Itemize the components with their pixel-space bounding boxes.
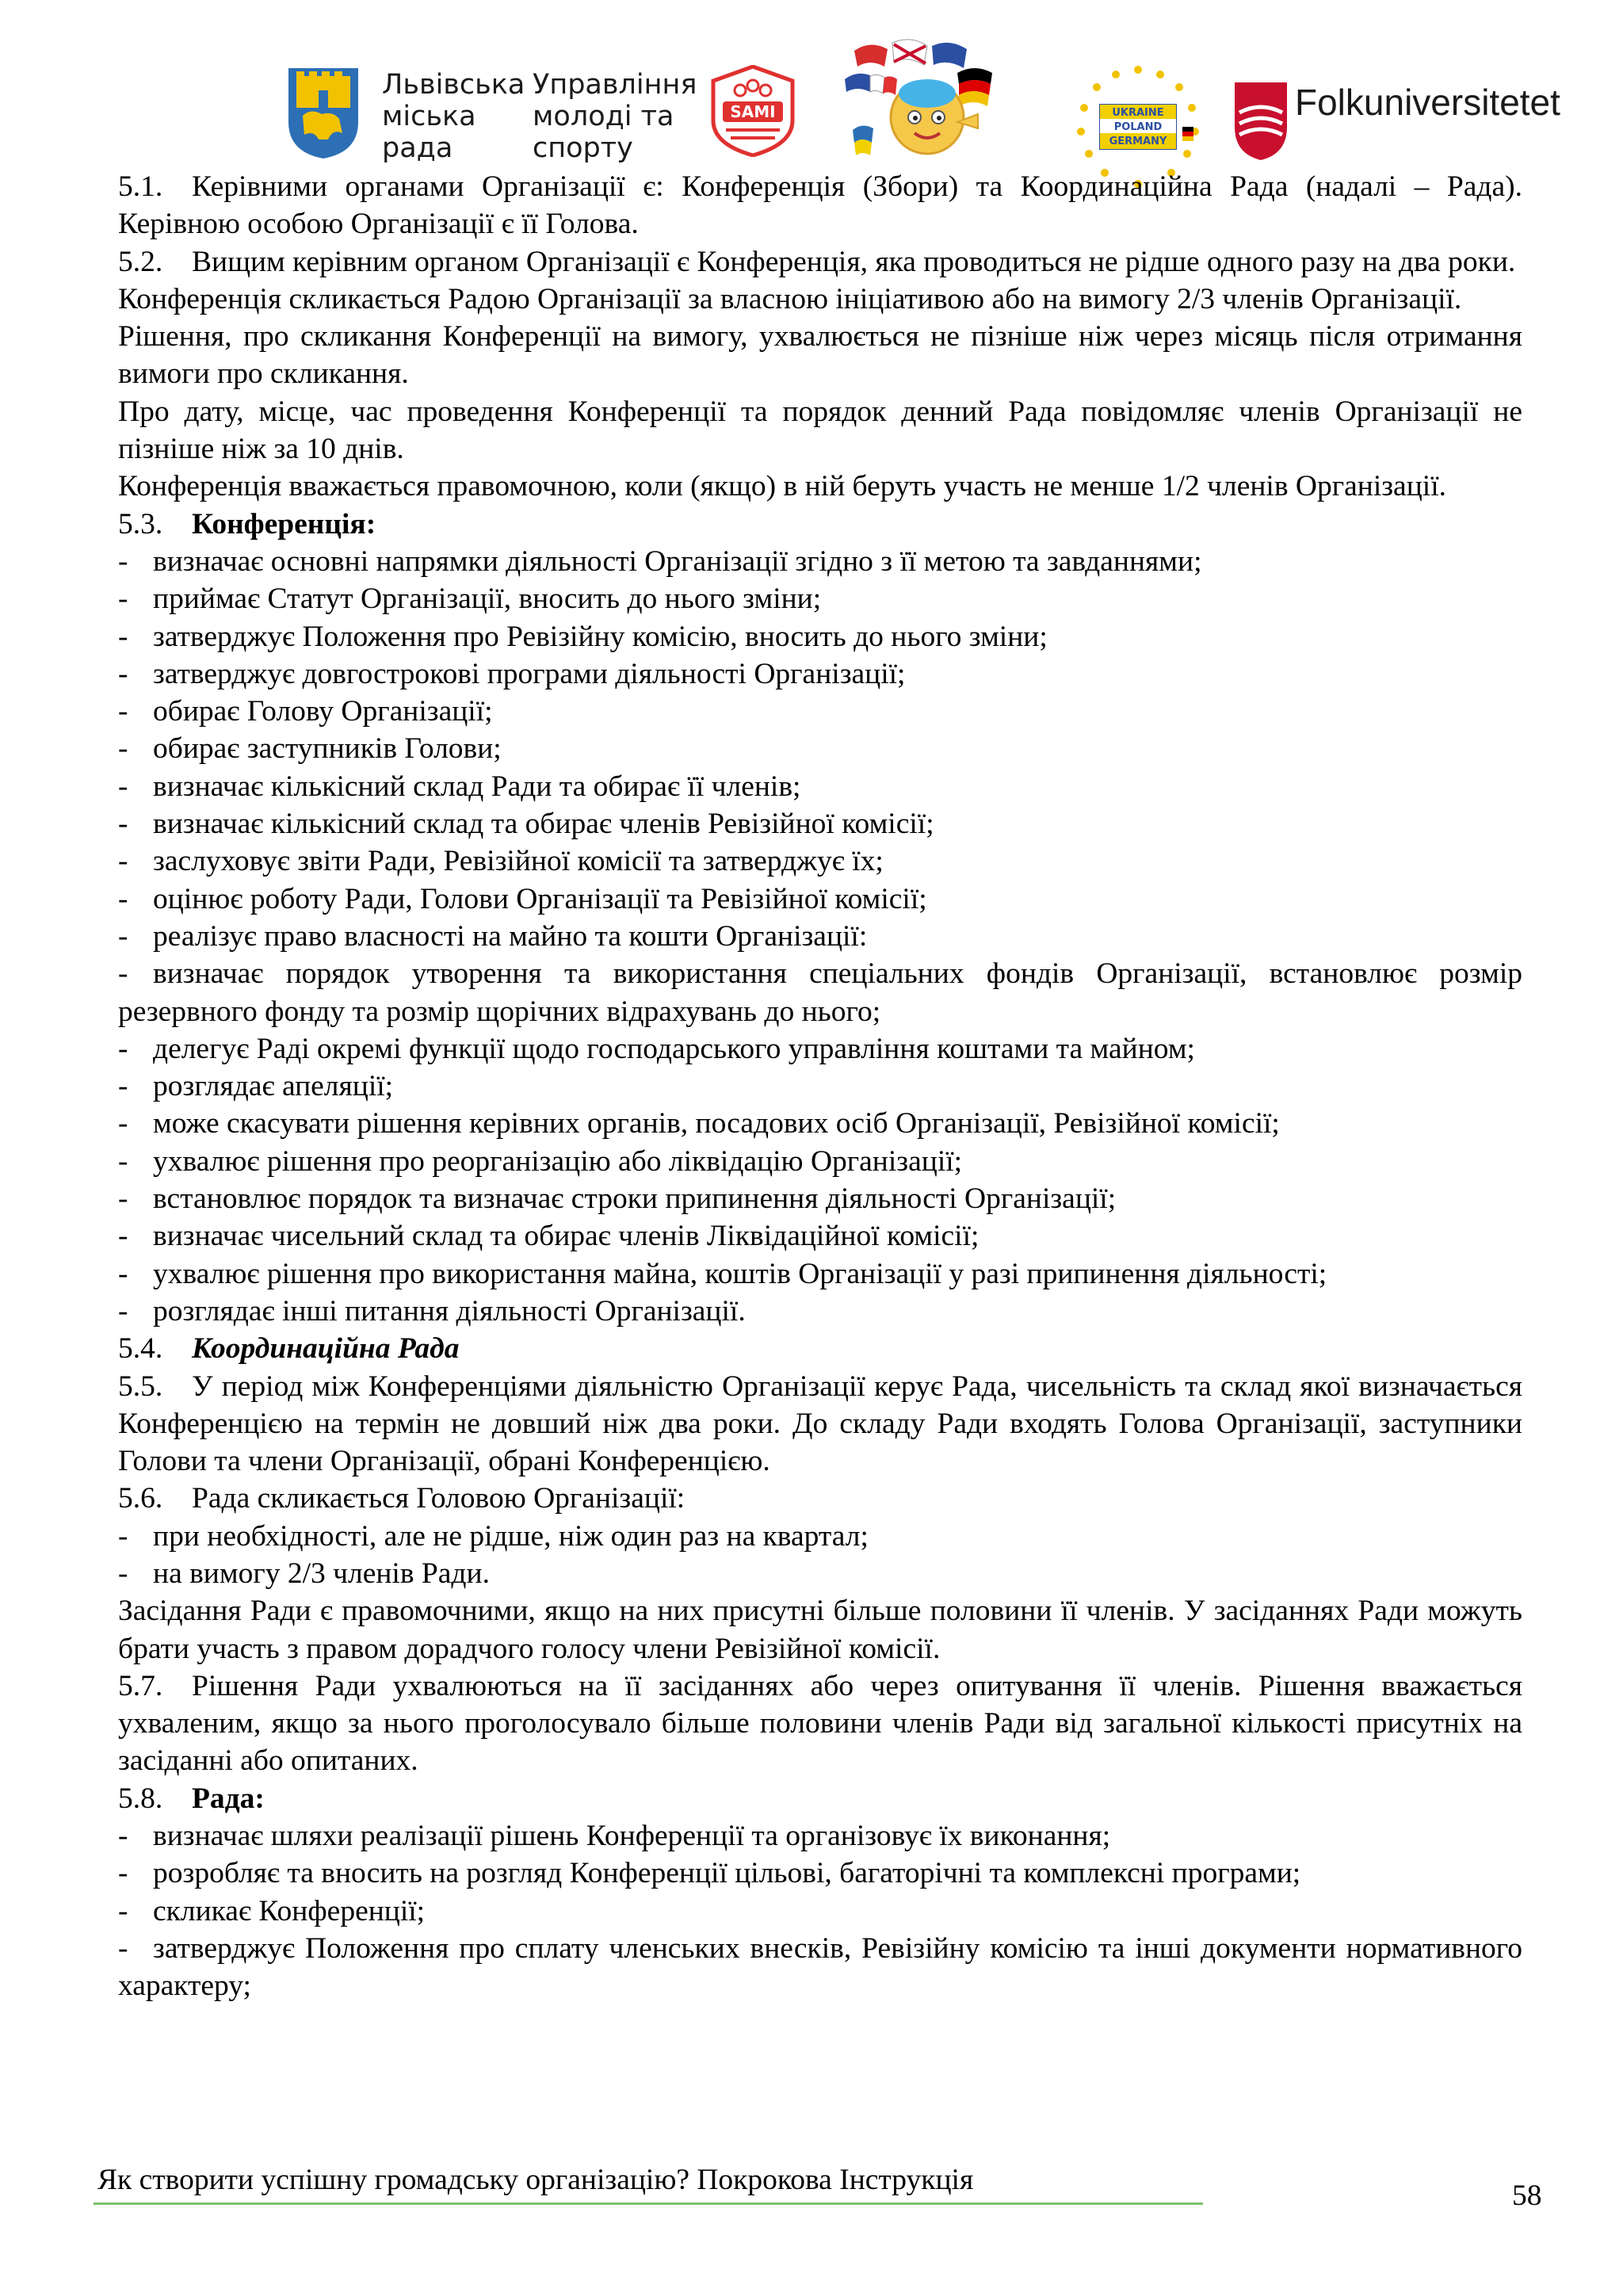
- list-item: - затверджує Положення про Ревізійну комісію, вносить до нього зміни;: [118, 620, 1048, 653]
- section-5-4-heading: 5.4. Координаційна Рада: [118, 1332, 460, 1366]
- lviv-crest-icon: [287, 67, 360, 160]
- svg-text:SAMI: SAMI: [730, 102, 776, 121]
- section-5-1: 5.1. Керівними органами Організації є: Конференція (Збори) та Координаційна Рада (надалі – Рада). Керівною особою Організації є її Голова.: [118, 170, 1522, 241]
- sami-logo-icon: [710, 65, 796, 157]
- list-item: - на вимогу 2/3 членів Ради.: [118, 1557, 490, 1590]
- list-item: - приймає Статут Організації, вносить до нього зміни;: [118, 583, 822, 616]
- list-item: - затверджує Положення про сплату членських внесків, Ревізійну комісію та інші документи нормативного характеру;: [118, 1931, 1522, 2003]
- section-5-5: 5.5. У період між Конференціями діяльністю Організації керує Рада, чисельність та склад якої визначається Конференцією на термін не довший ніж два роки. До складу Ради входять Голова Організації, заступники Голови та члени Організації, обрані Конференцією.: [118, 1370, 1522, 1478]
- list-item: - визначає порядок утворення та використання спеціальних фондів Організації, встановлює розмір резервного фонду та розмір щорічних відрахувань до нього;: [118, 957, 1522, 1028]
- list-item: - може скасувати рішення керівних органів, посадових осіб Організації, Ревізійної комісії;: [118, 1107, 1280, 1140]
- list-item: - обирає Голову Організації;: [118, 695, 493, 728]
- list-item: - визначає шляхи реалізації рішень Конференції та організовує їх виконання;: [118, 1820, 1111, 1853]
- flags-globe-logo-icon: [838, 35, 1013, 170]
- list-item: - визначає кількісний склад Ради та обирає її членів;: [118, 770, 801, 803]
- logo-bar: [0, 35, 1623, 162]
- list-item: - затверджує довгострокові програми діяльності Організації;: [118, 657, 906, 690]
- list-item: - розробляє та вносить на розгляд Конференції цільові, багаторічні та комплексні програми;: [118, 1857, 1301, 1890]
- list-item: - обирає заступників Голови;: [118, 732, 502, 766]
- page-number: 58: [1512, 2179, 1542, 2212]
- list-item: - при необхідності, але не рідше, ніж один раз на квартал;: [118, 1519, 869, 1553]
- footer-title: Як створити успішну громадську організацію? Покрокова Інструкція: [97, 2164, 974, 2196]
- section-5-2: 5.2. Вищим керівним органом Організації є Конференція, яка проводиться не рідше одного разу на два роки.: [118, 245, 1516, 278]
- list-item: - скликає Конференції;: [118, 1894, 426, 1927]
- council-list: [118, 1817, 1522, 2004]
- list-item: - заслуховує звіти Ради, Ревізійної комісії та затверджує їх;: [118, 845, 884, 878]
- list-item: - делегує Раді окремі функції щодо господарського управління коштами та майном;: [118, 1032, 1195, 1065]
- paragraph-meetings: Засідання Ради є правомочними, якщо на них присутні більше половини її членів. У засіданнях Ради можуть брати участь з правом дорадчого голосу члени Ревізійної комісії.: [118, 1595, 1522, 1665]
- section-5-7: 5.7. Рішення Ради ухвалюються на її засіданнях або через опитування її членів. Рішення вважається ухваленим, якщо за нього проголосувало більше половини членів Ради від загальної кількості присутніх на засіданні або опитаних.: [118, 1669, 1522, 1778]
- paragraph-convene: Конференція скликається Радою Організації за власною ініціативою або на вимогу 2/3 членів Організації.: [118, 282, 1462, 315]
- svg-text:UKRAINE: UKRAINE: [1112, 107, 1164, 119]
- youth-department-text: Управління молоді та спорту: [533, 69, 697, 164]
- list-item: - визначає кількісний склад та обирає членів Ревізійної комісії;: [118, 808, 934, 841]
- section-5-6: 5.6. Рада скликається Головою Організації:: [118, 1482, 685, 1515]
- list-item: - оцінює роботу Ради, Голови Організації та Ревізійної комісії;: [118, 882, 927, 915]
- conference-list: [118, 543, 1522, 1330]
- list-item: - ухвалює рішення про використання майна, коштів Організації у разі припинення діяльності;: [118, 1257, 1327, 1290]
- paragraph-notify: Про дату, місце, час проведення Конференції та порядок денний Рада повідомляє членів Організації не пізніше ніж за 10 днів.: [118, 395, 1522, 466]
- list-item: - реалізує право власності на майно та кошти Організації:: [118, 919, 868, 953]
- document-body: [118, 168, 1522, 2005]
- paragraph-quorum: Конференція вважається правомочною, коли (якщо) в ній беруть участь не менше 1/2 членів Організації.: [118, 470, 1446, 503]
- paragraph-decision: Рішення, про скликання Конференції на вимогу, ухвалюється не пізніше ніж через місяць після отримання вимоги про скликання.: [118, 320, 1522, 391]
- list-item: - розглядає інші питання діяльності Організації.: [118, 1294, 746, 1328]
- svg-text:GERMANY: GERMANY: [1109, 136, 1167, 147]
- svg-text:POLAND: POLAND: [1113, 121, 1163, 133]
- list-item: - встановлює порядок та визначає строки припинення діяльності Організації;: [118, 1182, 1117, 1216]
- list-item: - визначає основні напрямки діяльності Організації згідно з її метою та завданнями;: [118, 544, 1202, 578]
- lviv-council-text: Львівська міська рада: [382, 69, 525, 164]
- list-item: - ухвалює рішення про реорганізацію або ліквідацію Організації;: [118, 1144, 963, 1178]
- footer-divider: [94, 2202, 1203, 2205]
- council-convene-list: [118, 1518, 1522, 1593]
- folkuniversitetet-name: Folkuniversitetet: [1295, 82, 1560, 123]
- list-item: - визначає чисельний склад та обирає членів Ліквідаційної комісії;: [118, 1220, 980, 1253]
- section-5-3-heading: 5.3. Конференція:: [118, 507, 376, 541]
- list-item: - розглядає апеляції;: [118, 1070, 394, 1103]
- section-5-8-heading: 5.8. Рада:: [118, 1782, 265, 1815]
